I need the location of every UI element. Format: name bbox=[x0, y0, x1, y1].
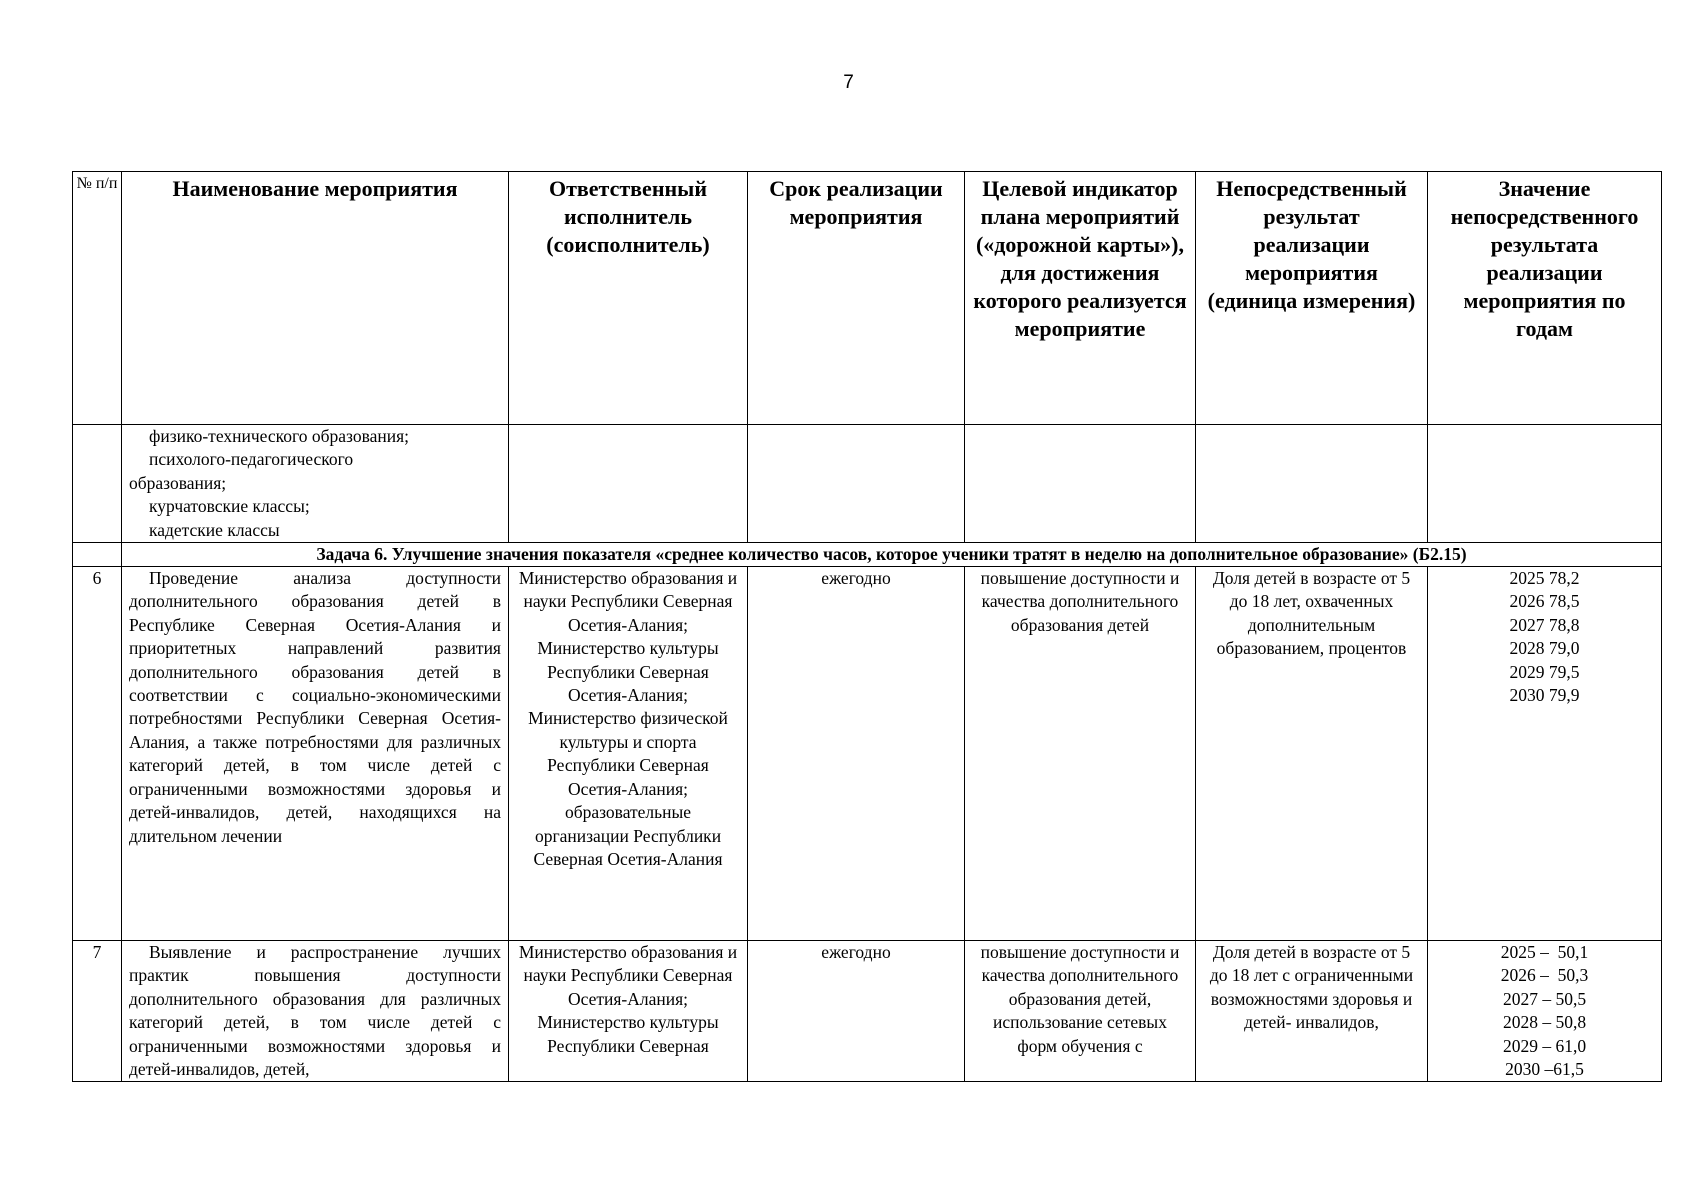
year-value: 2026 – 50,3 bbox=[1500, 965, 1589, 986]
responsible-executor: Министерство образования и науки Республики Северная Осетия-Алания; Министерство культуры Республики Северная Осетия-Алания; Министерство физической культуры и спорта Республики Северная Осетия-Алания; образовательные организации Республики Северная Осетия-Алания bbox=[509, 567, 748, 941]
values-by-year bbox=[1428, 941, 1662, 1082]
year-value: 2030 79,9 bbox=[1509, 685, 1580, 706]
cell-empty bbox=[748, 425, 965, 543]
year-value: 2025 78,2 bbox=[1509, 568, 1580, 589]
header-result: Непосредственный результат реализации мероприятия (единица измерения) bbox=[1196, 172, 1428, 425]
continuation-line: психолого-педагогического bbox=[149, 449, 354, 470]
measure-name: Выявление и распространение лучших практик повышения доступности дополнительного образования для различных категорий детей, в том числе детей с ограниченными возможностями здоровья и детей-инвалидов, детей, bbox=[122, 941, 509, 1082]
continuation-line: кадетские классы bbox=[149, 519, 280, 540]
year-value: 2029 – 61,0 bbox=[1502, 1035, 1587, 1056]
direct-result: Доля детей в возрасте от 5 до 18 лет с ограниченными возможностями здоровья и детей- инвалидов, bbox=[1196, 941, 1428, 1082]
cell-empty bbox=[73, 543, 122, 567]
page-number: 7 bbox=[843, 72, 854, 93]
responsible-executor: Министерство образования и науки Республики Северная Осетия-Алания; Министерство культуры Республики Северная bbox=[509, 941, 748, 1082]
table-row bbox=[73, 941, 1662, 1082]
implementation-term: ежегодно bbox=[748, 567, 965, 941]
year-value: 2030 –61,5 bbox=[1505, 1059, 1584, 1080]
cell-empty bbox=[509, 425, 748, 543]
header-values: Значение непосредственного результата реализации мероприятия по годам bbox=[1428, 172, 1662, 425]
year-value: 2027 78,8 bbox=[1509, 614, 1580, 635]
header-number: № п/п bbox=[73, 172, 122, 425]
cell-empty bbox=[1196, 425, 1428, 543]
table-row bbox=[73, 567, 1662, 941]
header-indicator: Целевой индикатор плана мероприятий («дорожной карты»), для достижения которого реализуется мероприятие bbox=[965, 172, 1196, 425]
target-indicator: повышение доступности и качества дополнительного образования детей bbox=[965, 567, 1196, 941]
measures-table bbox=[72, 171, 1662, 1082]
header-term: Срок реализации мероприятия bbox=[748, 172, 965, 425]
implementation-term: ежегодно bbox=[748, 941, 965, 1082]
year-value: 2029 79,5 bbox=[1509, 661, 1580, 682]
year-value: 2026 78,5 bbox=[1509, 591, 1580, 612]
year-value: 2028 – 50,8 bbox=[1502, 1012, 1587, 1033]
year-value: 2027 – 50,5 bbox=[1502, 988, 1587, 1009]
continuation-line: образования; bbox=[129, 472, 227, 493]
header-name: Наименование мероприятия bbox=[122, 172, 509, 425]
year-value: 2028 79,0 bbox=[1509, 638, 1580, 659]
cell-empty bbox=[1428, 425, 1662, 543]
values-by-year bbox=[1428, 567, 1662, 941]
direct-result: Доля детей в возрасте от 5 до 18 лет, охваченных дополнительным образованием, процентов bbox=[1196, 567, 1428, 941]
continuation-line: курчатовские классы; bbox=[149, 496, 310, 517]
header-responsible: Ответственный исполнитель (соисполнитель) bbox=[509, 172, 748, 425]
target-indicator: повышение доступности и качества дополнительного образования детей, использование сетевых форм обучения с bbox=[965, 941, 1196, 1082]
row-number: 7 bbox=[73, 941, 122, 1082]
year-value: 2025 – 50,1 bbox=[1500, 942, 1589, 963]
task-row bbox=[73, 543, 1662, 567]
task-title: Задача 6. Улучшение значения показателя «среднее количество часов, которое ученики тратят в неделю на дополнительное образование» (Б2.15) bbox=[122, 543, 1662, 567]
cell-empty bbox=[73, 425, 122, 543]
continuation-text bbox=[122, 425, 509, 543]
continuation-line: физико-технического образования; bbox=[149, 426, 410, 446]
row-number: 6 bbox=[73, 567, 122, 941]
cell-empty bbox=[965, 425, 1196, 543]
continuation-row bbox=[73, 425, 1662, 543]
header-row bbox=[73, 172, 1662, 425]
measure-name: Проведение анализа доступности дополнительного образования детей в Республике Северная Осетия-Алания и приоритетных направлений развития дополнительного образования детей в соответствии с социально-экономическими потребностями Республики Северная Осетия-Алания, а также потребностями для различных категорий детей, в том числе детей с ограниченными возможностями здоровья и детей-инвалидов, детей, находящихся на длительном лечении bbox=[122, 567, 509, 941]
